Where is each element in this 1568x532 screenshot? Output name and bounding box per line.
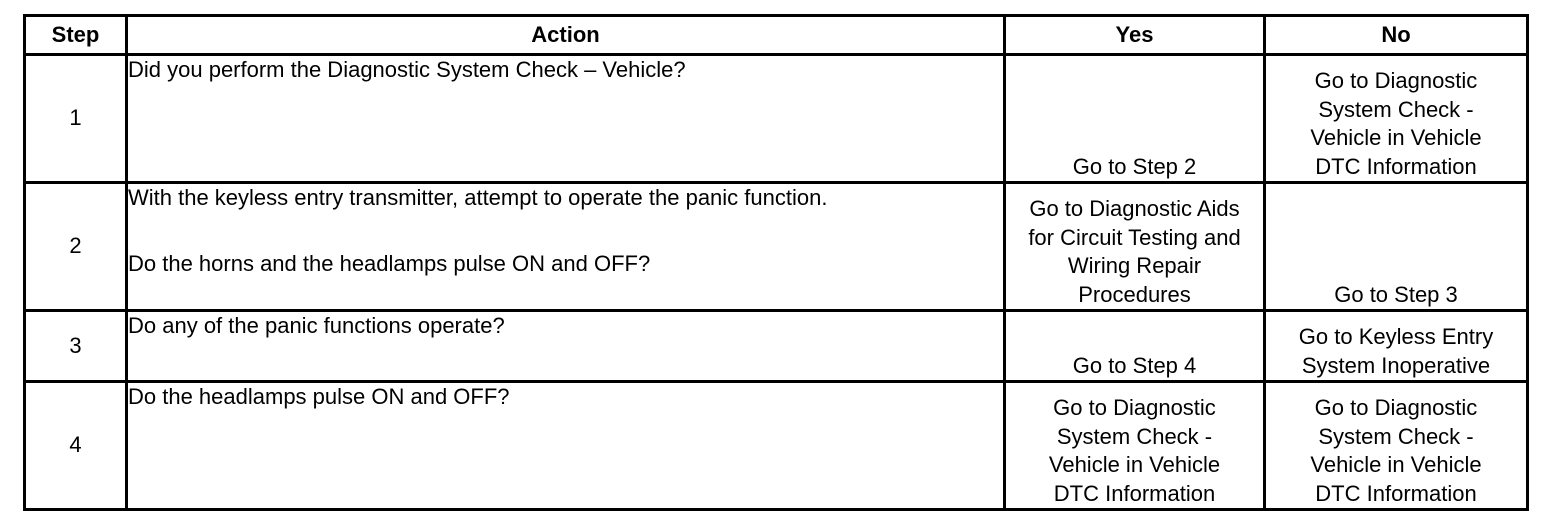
no-cell (1265, 382, 1528, 510)
action-cell (127, 311, 1005, 382)
header-action: Action (127, 16, 1005, 55)
step-number: 2 (25, 183, 127, 311)
yes-text: Go to Step 2 (1072, 153, 1197, 179)
yes-cell (1005, 183, 1265, 311)
no-text: System Inoperative (1301, 352, 1491, 378)
action-question: Do the horns and the headlamps pulse ON and OFF? (128, 250, 651, 276)
yes-text: Go to Diagnostic (1053, 395, 1216, 420)
no-text: System Check - (1318, 423, 1474, 449)
no-cell (1265, 55, 1528, 183)
no-text: Go to Step 3 (1334, 281, 1458, 307)
yes-text: Go to Diagnostic Aids (1029, 196, 1240, 221)
step-number: 1 (25, 55, 127, 183)
no-text: DTC Information (1315, 153, 1477, 179)
no-text: Go to Diagnostic (1314, 68, 1478, 93)
no-cell (1265, 311, 1528, 382)
action-text: Do the headlamps pulse ON and OFF? (128, 384, 510, 409)
header-no: No (1265, 16, 1528, 55)
action-text: With the keyless entry transmitter, attempt to operate the panic function. (128, 185, 828, 210)
action-cell (127, 55, 1005, 183)
no-text: Go to Keyless Entry (1298, 324, 1494, 349)
yes-text: Go to Step 4 (1072, 352, 1197, 378)
yes-text: for Circuit Testing and (1028, 224, 1241, 250)
action-cell (127, 183, 1005, 311)
yes-cell (1005, 311, 1265, 382)
table-row (25, 311, 1528, 382)
yes-cell (1005, 382, 1265, 510)
yes-text: Procedures (1078, 281, 1191, 307)
yes-text: System Check - (1056, 423, 1213, 449)
action-text: Do any of the panic functions operate? (128, 313, 505, 338)
action-cell (127, 382, 1005, 510)
yes-cell (1005, 55, 1265, 183)
header-yes: Yes (1005, 16, 1265, 55)
table-row (25, 183, 1528, 311)
no-cell (1265, 183, 1528, 311)
no-text: Go to Diagnostic (1314, 395, 1478, 420)
no-text: System Check - (1318, 96, 1474, 122)
no-text: DTC Information (1315, 480, 1477, 506)
header-step: Step (25, 16, 127, 55)
table-row (25, 55, 1528, 183)
step-number: 4 (25, 382, 127, 510)
action-text: Did you perform the Diagnostic System Check – Vehicle? (128, 57, 686, 82)
yes-text: DTC Information (1053, 480, 1216, 506)
no-text: Vehicle in Vehicle (1310, 125, 1482, 150)
table-row (25, 382, 1528, 510)
no-text: Vehicle in Vehicle (1310, 452, 1482, 477)
yes-text: Vehicle in Vehicle (1048, 452, 1221, 477)
table-header-row (25, 16, 1528, 55)
diagnostic-table (23, 14, 1529, 511)
step-number: 3 (25, 311, 127, 382)
yes-text: Wiring Repair (1067, 253, 1202, 278)
